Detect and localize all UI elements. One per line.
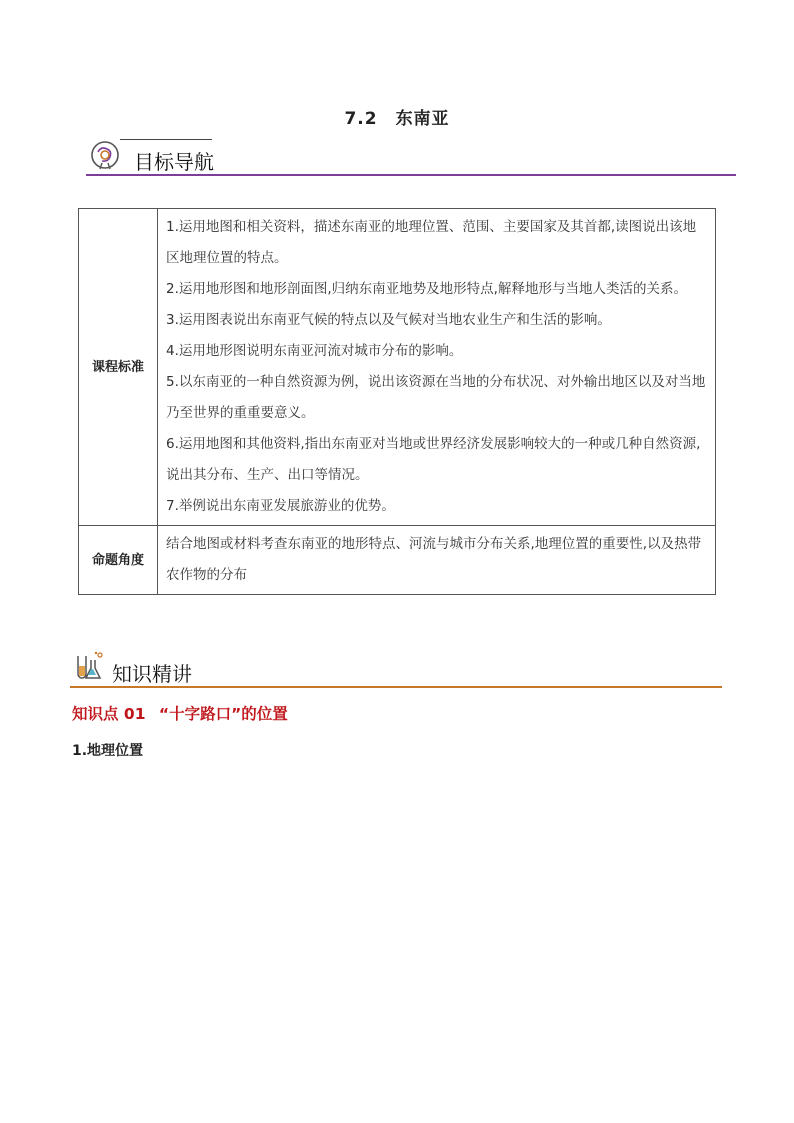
knowledge-point-text: “十字路口”的位置 [158,705,288,723]
chapter-number: 7.2 [344,109,378,129]
row-label: 课程标准 [79,209,158,526]
standard-item: 3.运用图表说出东南亚气候的特点以及气候对当地农业生产和生活的影响。 [166,312,611,328]
standard-item: 5.以东南亚的一种自然资源为例，说出该资源在当地的分布状况、对外输出地区以及对当地乃至世界的重重要意义。 [166,374,706,421]
proposition-text: 结合地图或材料考查东南亚的地形特点、河流与城市分布关系,地理位置的重要性,以及热带农作物的分布 [166,536,702,583]
header-decor-line [120,139,212,140]
knowledge-point-title [72,702,288,724]
knowledge-point-number: 01 [123,705,146,723]
chapter-title: 东南亚 [395,109,450,129]
standard-item: 1.运用地图和相关资料，描述东南亚的地理位置、范围、主要国家及其首都,读图说出该地区地理位置的特点。 [166,219,697,266]
standards-table [78,208,716,595]
knowledge-section-label: 知识精讲 [112,662,192,686]
lab-flask-icon [72,650,106,684]
nav-section-header [86,136,736,176]
page-title [0,104,794,129]
table-row [79,209,716,526]
row-content [158,526,716,595]
standard-item: 4.运用地形图说明东南亚河流对城市分布的影响。 [166,343,463,359]
brain-gear-icon [88,138,122,172]
row-content [158,209,716,526]
subsection-title: 1.地理位置 [72,743,144,759]
standard-item: 2.运用地形图和地形剖面图,归纳东南亚地势及地形特点,解释地形与当地人类活的关系。 [166,281,687,297]
nav-section-rule [86,174,736,176]
knowledge-section-rule [70,686,722,688]
nav-section-label: 目标导航 [134,150,214,174]
knowledge-point-prefix: 知识点 [72,705,119,723]
table-row [79,526,716,595]
knowledge-section-header [70,648,722,688]
standard-item: 6.运用地图和其他资料,指出东南亚对当地或世界经济发展影响较大的一种或几种自然资源,说出其分布、生产、出口等情况。 [166,436,701,483]
row-label: 命题角度 [79,526,158,595]
standard-item: 7.举例说出东南亚发展旅游业的优势。 [166,498,395,514]
